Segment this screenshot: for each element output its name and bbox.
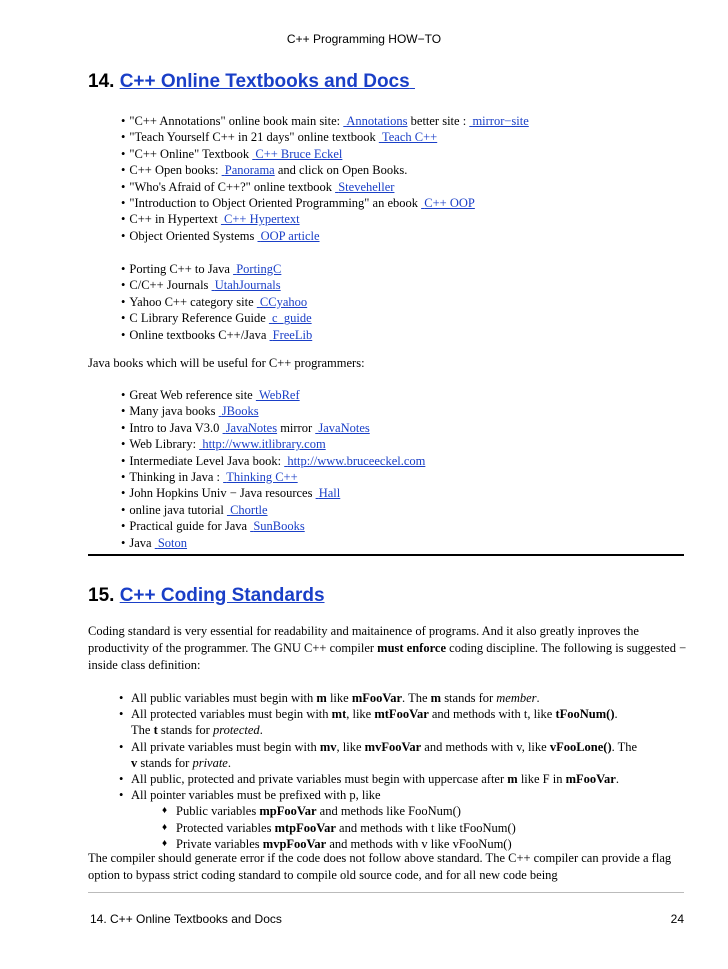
item-text: Thinking in Java : [129, 470, 224, 485]
page-number: 24 [670, 912, 684, 926]
item-link[interactable]: JavaNotes [318, 420, 370, 435]
list-item [121, 436, 425, 452]
list-item [121, 403, 425, 419]
list-item [121, 420, 425, 436]
item-text: "Introduction to Object Oriented Programming" an ebook [129, 196, 422, 211]
item-link[interactable]: Panorama [224, 163, 275, 178]
item-text: C++ in Hypertext [129, 212, 221, 227]
section-15-number: 15. [88, 585, 115, 606]
item-text: Yahoo C++ category site [129, 294, 257, 309]
item-link[interactable]: Annotations [346, 114, 408, 128]
list-item [121, 179, 529, 195]
list-item [121, 535, 425, 551]
list-item [121, 502, 425, 518]
rule-protected: • All protected variables must begin with mt, like mtFooVar and methods with t, like tFooNum(). The t stands for protected. [119, 706, 699, 738]
running-footer-title: 14. C++ Online Textbooks and Docs [90, 912, 282, 926]
item-text: Practical guide for Java [129, 519, 251, 534]
list-item [121, 211, 529, 227]
section-divider [88, 554, 684, 556]
diamond-bullet-icon: ♦ [162, 805, 168, 817]
item-text: "Who's Afraid of C++?" online textbook [129, 179, 336, 194]
item-link[interactable]: C++ OOP [424, 196, 475, 211]
item-text: Great Web reference site [129, 388, 256, 402]
diamond-bullet-icon: ♦ [162, 837, 168, 849]
item-link[interactable]: WebRef [258, 388, 300, 402]
item-link[interactable]: SunBooks [253, 519, 305, 534]
item-text: C/C++ Journals [129, 278, 212, 293]
item-text: Online textbooks C++/Java [129, 327, 270, 342]
list-item [121, 277, 312, 293]
list-item [121, 387, 425, 403]
pointer-sub-item: ♦ Protected variables mtpFooVar and methods with t like tFooNum() [162, 820, 516, 835]
list-item [121, 485, 425, 501]
java-intro-text: Java books which will be useful for C++ programmers: [88, 356, 365, 370]
list-item [121, 327, 312, 343]
item-link[interactable]: PortingC [236, 262, 282, 276]
item-link[interactable]: Soton [157, 535, 188, 550]
coding-standard-intro: Coding standard is very essential for readability and maitainence of programs. And it also greatly inproves the productivity of the programmer. The GNU C++ compiler must enforce coding discipline. The following is suggested − inside class definition: [88, 624, 687, 672]
item-text: "Teach Yourself C++ in 21 days" online textbook [129, 130, 379, 145]
item-link[interactable]: C++ Bruce Eckel [255, 146, 343, 161]
java-books-list [121, 387, 425, 551]
section-14-heading [88, 71, 415, 93]
item-link[interactable]: OOP article [260, 228, 320, 243]
item-text: and click on Open Books. [274, 163, 408, 178]
list-item [121, 195, 529, 211]
item-text: Intermediate Level Java book: [129, 453, 285, 468]
item-link[interactable]: Steveheller [338, 179, 395, 194]
list-item [121, 162, 529, 178]
rule-private: • All private variables must begin with mv, like mvFooVar and methods with v, like vFooLone(). The v stands for private. [119, 739, 699, 771]
item-text: Porting C++ to Java [129, 262, 234, 276]
list-item [121, 146, 529, 162]
item-text: mirror [277, 420, 316, 435]
item-link[interactable]: mirror−site [472, 114, 529, 128]
rule-public: • All public variables must begin with m like mFooVar. The m stands for member. [119, 690, 699, 706]
item-text: "C++ Online" Textbook [129, 146, 253, 161]
item-text: Intro to Java V3.0 [129, 420, 223, 435]
section-15-title-link[interactable]: C++ Coding Standards [119, 585, 325, 606]
rule-pointer: • All pointer variables must be prefixed with p, like [119, 787, 699, 803]
item-link[interactable]: FreeLib [272, 327, 313, 342]
list-item [121, 113, 529, 129]
item-link[interactable]: Thinking C++ [226, 470, 298, 485]
item-text: Many java books [129, 404, 219, 419]
pointer-sub-item: ♦ Public variables mpFooVar and methods like FooNum() [162, 804, 461, 819]
item-text: John Hopkins Univ − Java resources [129, 486, 316, 501]
list-item [121, 228, 529, 244]
item-link[interactable]: C++ Hypertext [224, 212, 300, 227]
item-link[interactable]: Chortle [230, 502, 268, 517]
rule-uppercase: • All public, protected and private variables must begin with uppercase after m like F in mFooVar. [119, 771, 699, 787]
item-link[interactable]: JBooks [221, 404, 259, 419]
item-text: Java [129, 535, 155, 550]
section-14-number: 14. [88, 71, 115, 92]
list-item [121, 469, 425, 485]
list-item [121, 518, 425, 534]
item-link[interactable]: Hall [318, 486, 341, 501]
item-link[interactable]: JavaNotes [225, 420, 278, 435]
running-header: C++ Programming HOW−TO [286, 32, 442, 46]
item-text: "C++ Annotations" online book main site: [129, 114, 344, 128]
list-item [121, 261, 312, 277]
coding-rules-list [119, 690, 699, 852]
pointer-sub-item: ♦ Private variables mvpFooVar and methods with v like vFooNum() [162, 836, 512, 851]
section-15-heading [88, 585, 325, 607]
diamond-bullet-icon: ♦ [162, 821, 168, 833]
item-text: online java tutorial [129, 502, 227, 517]
section-14-title-link[interactable]: C++ Online Textbooks and Docs [119, 71, 410, 92]
item-link[interactable]: http://www.bruceeckel.com [287, 453, 426, 468]
item-link[interactable]: Teach C++ [381, 130, 438, 145]
item-text: C Library Reference Guide [129, 311, 269, 326]
textbook-list [121, 113, 529, 244]
list-item [121, 294, 312, 310]
closing-paragraph: The compiler should generate error if the code does not follow above standard. The C++ compiler can provide a flag option to bypass strict coding standard to compile old source code, and for all new code being [88, 851, 672, 882]
list-item [121, 310, 312, 326]
item-text: C++ Open books: [129, 163, 222, 178]
item-text: Object Oriented Systems [129, 228, 258, 243]
item-link[interactable]: c_guide [272, 311, 312, 326]
item-text: better site : [407, 114, 470, 128]
list-item [121, 453, 425, 469]
item-link[interactable]: CCyahoo [259, 294, 308, 309]
reference-list [121, 261, 312, 343]
item-link[interactable]: UtahJournals [214, 278, 281, 293]
footer-divider [88, 892, 684, 893]
list-item [121, 129, 529, 145]
item-text: Web Library: [129, 437, 200, 452]
item-link[interactable]: http://www.itlibrary.com [202, 437, 326, 452]
